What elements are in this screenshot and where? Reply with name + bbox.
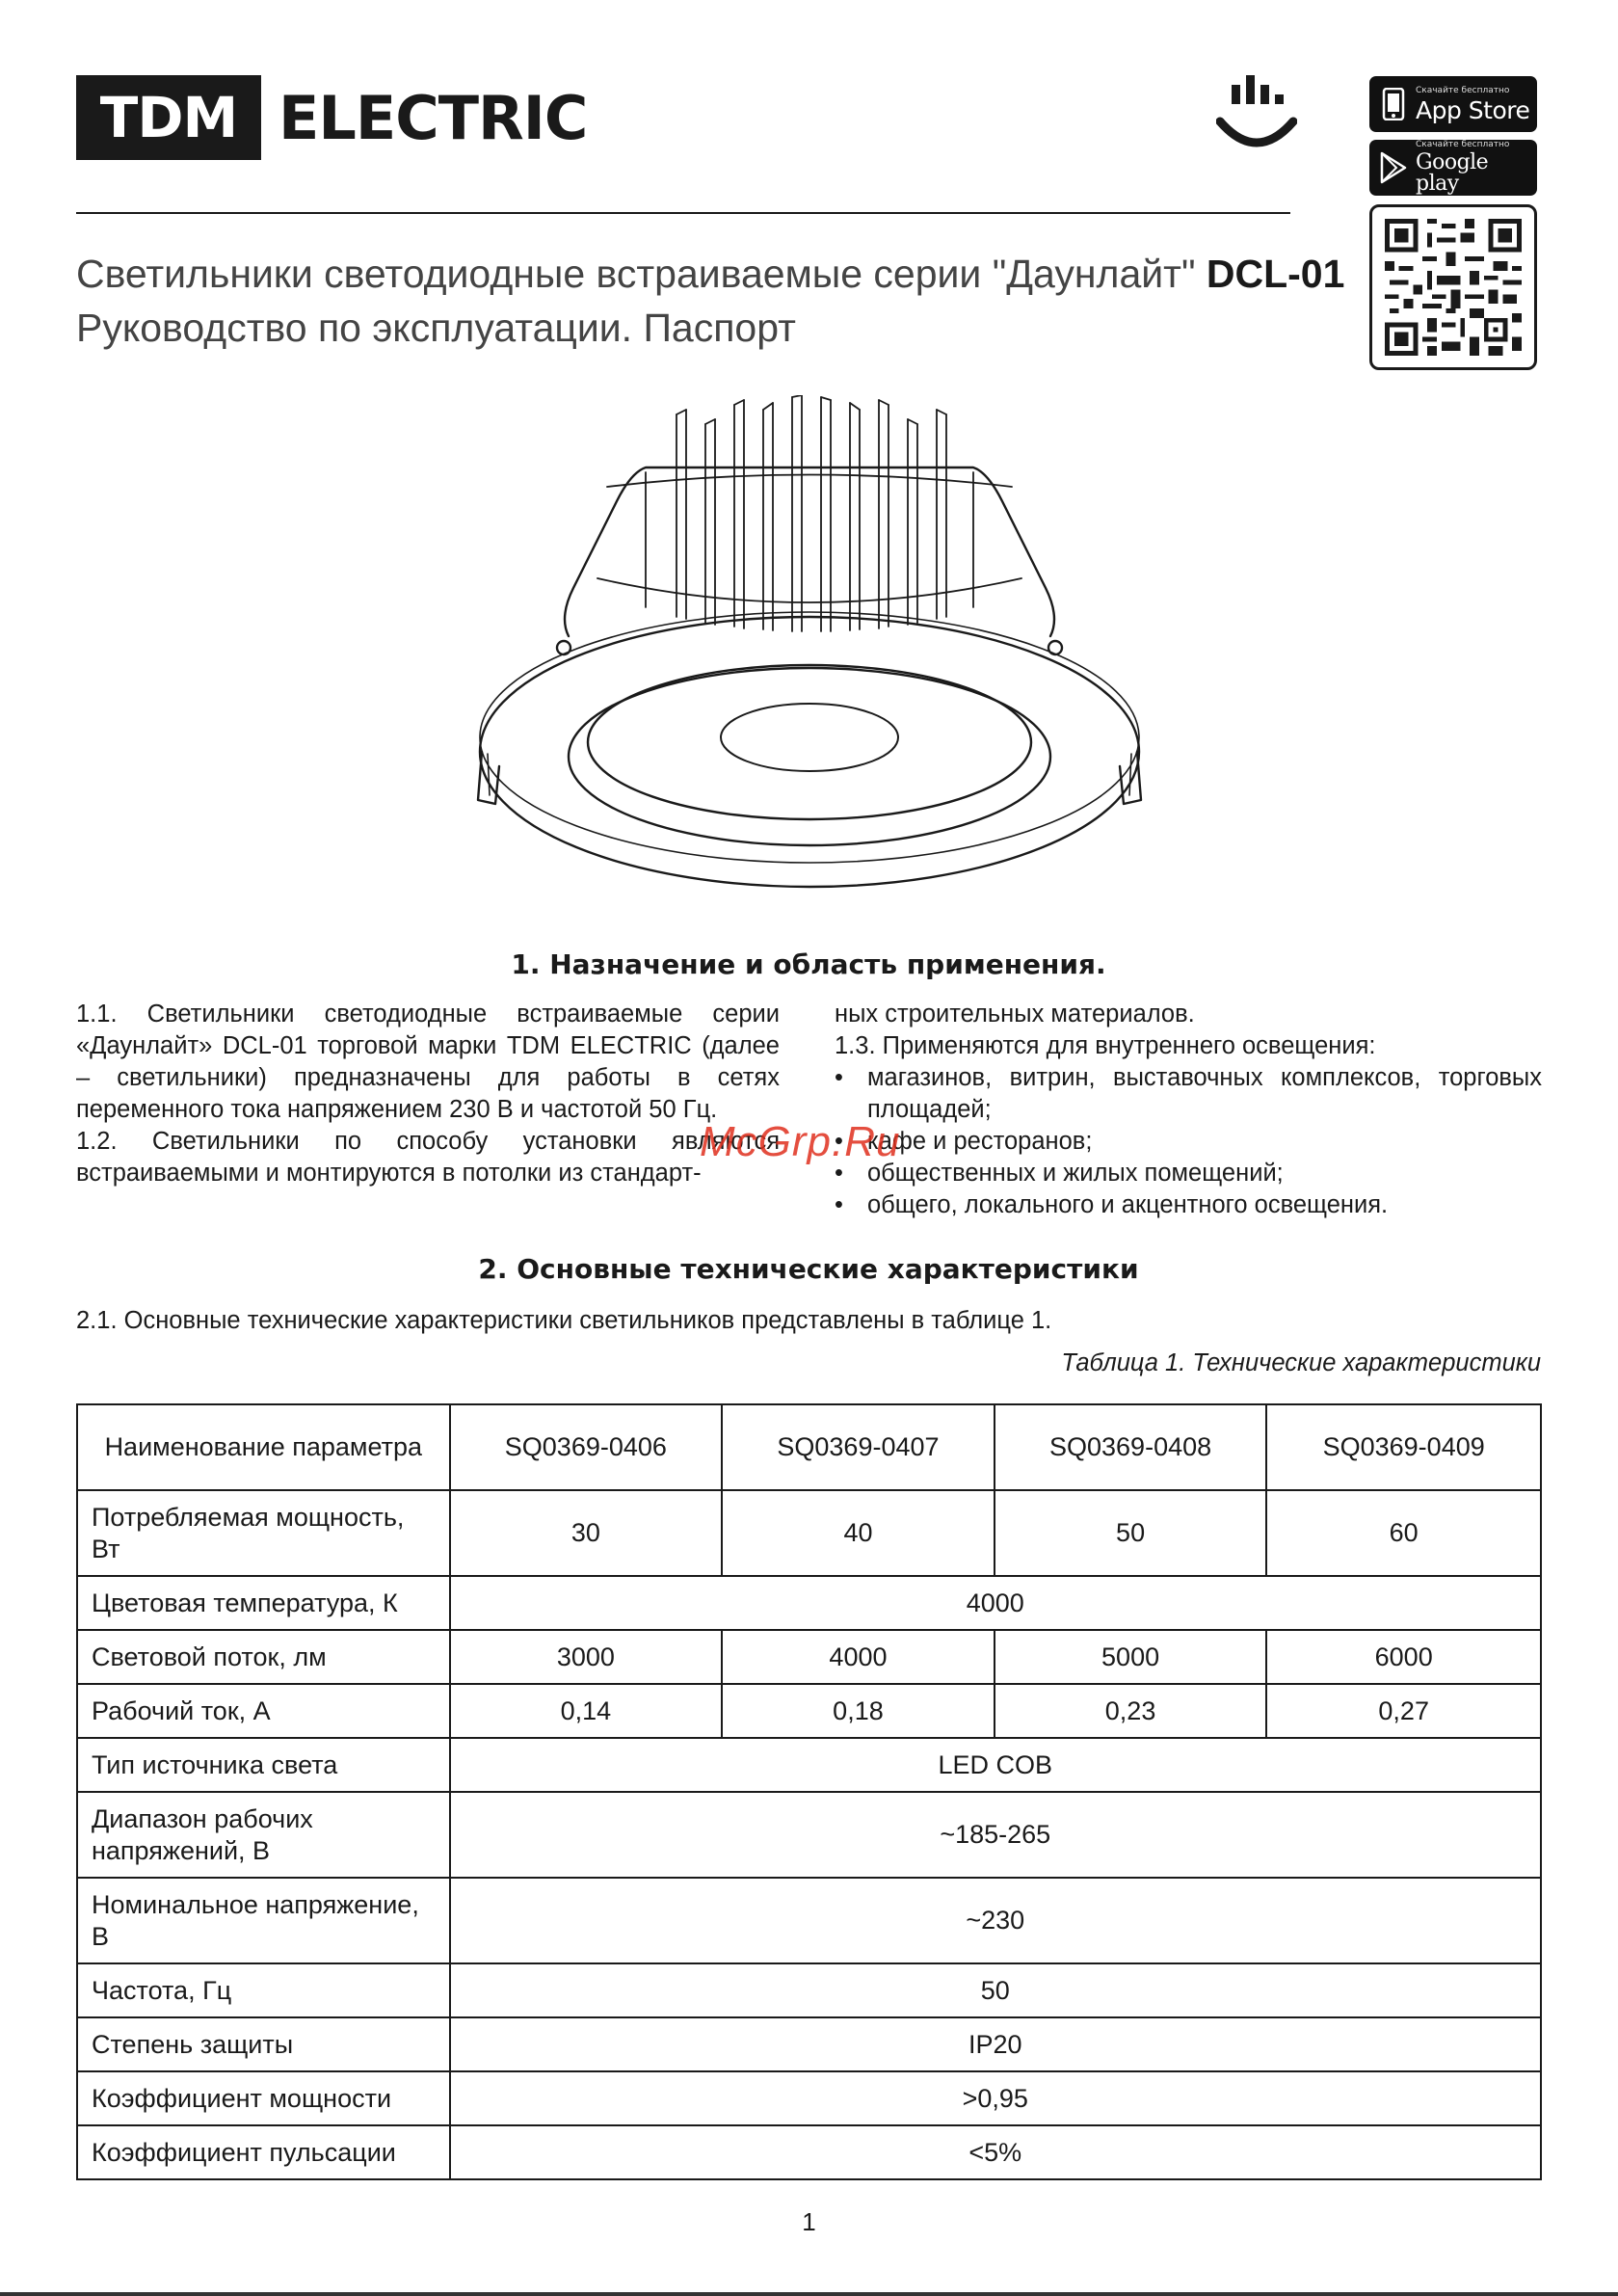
table-row (77, 1490, 1541, 1576)
param-value: 50 (450, 1963, 1541, 2017)
param-value: 0,14 (450, 1684, 723, 1738)
param-value: 6000 (1266, 1630, 1541, 1684)
paragraph-2-1: 2.1. Основные технические характеристики светильников представлены в таблице 1. (76, 1307, 1052, 1334)
table-row (77, 2017, 1541, 2071)
list-item: • кафе и ресторанов; (835, 1126, 1542, 1158)
downlight-illustration (453, 395, 1166, 896)
section-1-right-column (835, 999, 1542, 1221)
param-value: <5% (450, 2125, 1541, 2179)
param-name: Цветовая температура, К (77, 1576, 450, 1630)
table-row (77, 1878, 1541, 1963)
param-name: Потребляемая мощность, Вт (77, 1490, 450, 1576)
section-1-heading: 1. Назначение и область применения. (511, 948, 1106, 980)
table-row (77, 1630, 1541, 1684)
specifications-table (76, 1403, 1542, 2180)
param-name: Степень защиты (77, 2017, 450, 2071)
document-title (76, 247, 1344, 355)
title-line-1 (76, 247, 1344, 301)
param-name: Диапазон рабочих напряжений, В (77, 1792, 450, 1878)
param-value: 0,23 (995, 1684, 1267, 1738)
paragraph-1-2: 1.2. Светильники по способу установки являются встраиваемыми и монтируются в потолки из стандарт- (76, 1128, 780, 1187)
table-caption: Таблица 1. Технические характеристики (1061, 1349, 1541, 1376)
app-store-small-text: Скачайте бесплатно (1416, 85, 1510, 95)
section-1-left-column (76, 999, 780, 1189)
param-name: Коэффициент мощности (77, 2071, 450, 2125)
google-play-label: Google play (1416, 150, 1489, 196)
title-model: DCL-01 (1206, 252, 1345, 296)
qr-code[interactable] (1369, 204, 1537, 370)
header-cell-model: SQ0369-0406 (450, 1404, 723, 1490)
google-play-badge[interactable] (1369, 140, 1537, 196)
param-name: Рабочий ток, А (77, 1684, 450, 1738)
app-store-badge[interactable] (1369, 76, 1537, 132)
param-value: 60 (1266, 1490, 1541, 1576)
logo-box-text: TDM (76, 75, 261, 160)
table-row (77, 1576, 1541, 1630)
param-value: ~230 (450, 1878, 1541, 1963)
watermark: McGrp.Ru (700, 1118, 901, 1165)
header-cell-model: SQ0369-0409 (1266, 1404, 1541, 1490)
param-name: Номинальное напряжение, В (77, 1878, 450, 1963)
smile-icon (1216, 75, 1297, 162)
param-value: >0,95 (450, 2071, 1541, 2125)
title-prefix: Светильники светодиодные встраиваемые серии "Даунлайт" (76, 252, 1207, 296)
header-cell-model: SQ0369-0408 (995, 1404, 1267, 1490)
paragraph-1-1: 1.1. Светильники светодиодные встраиваемые серии «Даунлайт» DCL-01 торговой марки TDM ELECTRIC (далее – светильники) предназначены для работы в сетях переменного тока напряжением 230 В и частотой 50 Гц. (76, 1001, 780, 1123)
table-row (77, 1792, 1541, 1878)
param-value: ~185-265 (450, 1792, 1541, 1878)
apple-phone-icon (1379, 88, 1408, 120)
play-triangle-icon (1379, 151, 1408, 184)
paragraph-1-3: 1.3. Применяются для внутреннего освещения: (835, 1032, 1376, 1059)
google-play-small-text: Скачайте бесплатно (1416, 140, 1510, 149)
section-2-heading: 2. Основные технические характеристики (478, 1253, 1139, 1285)
table-row (77, 2125, 1541, 2179)
table-row (77, 1684, 1541, 1738)
param-name: Световой поток, лм (77, 1630, 450, 1684)
header-cell-model: SQ0369-0407 (722, 1404, 995, 1490)
header-divider (76, 212, 1290, 214)
param-name: Частота, Гц (77, 1963, 450, 2017)
qr-code-icon (1384, 219, 1523, 356)
param-value: 50 (995, 1490, 1267, 1576)
param-value: 4000 (450, 1576, 1541, 1630)
param-value: 0,27 (1266, 1684, 1541, 1738)
list-item: • общего, локального и акцентного освещения. (835, 1189, 1542, 1221)
page-number: 1 (802, 2207, 816, 2236)
title-line-2: Руководство по эксплуатации. Паспорт (76, 306, 796, 350)
param-value: 4000 (722, 1630, 995, 1684)
table-row (77, 1963, 1541, 2017)
table-header-row (77, 1404, 1541, 1490)
param-value: IP20 (450, 2017, 1541, 2071)
param-value: 30 (450, 1490, 723, 1576)
param-value: LED COB (450, 1738, 1541, 1792)
param-value: 3000 (450, 1630, 723, 1684)
list-item: • общественных и жилых помещений; (835, 1158, 1542, 1189)
param-value: 0,18 (722, 1684, 995, 1738)
logo-word-text: ELECTRIC (279, 82, 588, 153)
table-row (77, 2071, 1541, 2125)
param-name: Коэффициент пульсации (77, 2125, 450, 2179)
bottom-divider (0, 2292, 1618, 2296)
list-item: • магазинов, витрин, выставочных комплексов, торговых площадей; (835, 1062, 1542, 1126)
app-store-label: App Store (1416, 95, 1530, 124)
paragraph-1-2-continued: ных строительных материалов. (835, 1001, 1195, 1028)
brand-logo (76, 75, 587, 160)
table-row (77, 1738, 1541, 1792)
application-list (835, 1062, 1542, 1221)
param-value: 40 (722, 1490, 995, 1576)
param-value: 5000 (995, 1630, 1267, 1684)
header-cell-parameter: Наименование параметра (77, 1404, 450, 1490)
param-name: Тип источника света (77, 1738, 450, 1792)
